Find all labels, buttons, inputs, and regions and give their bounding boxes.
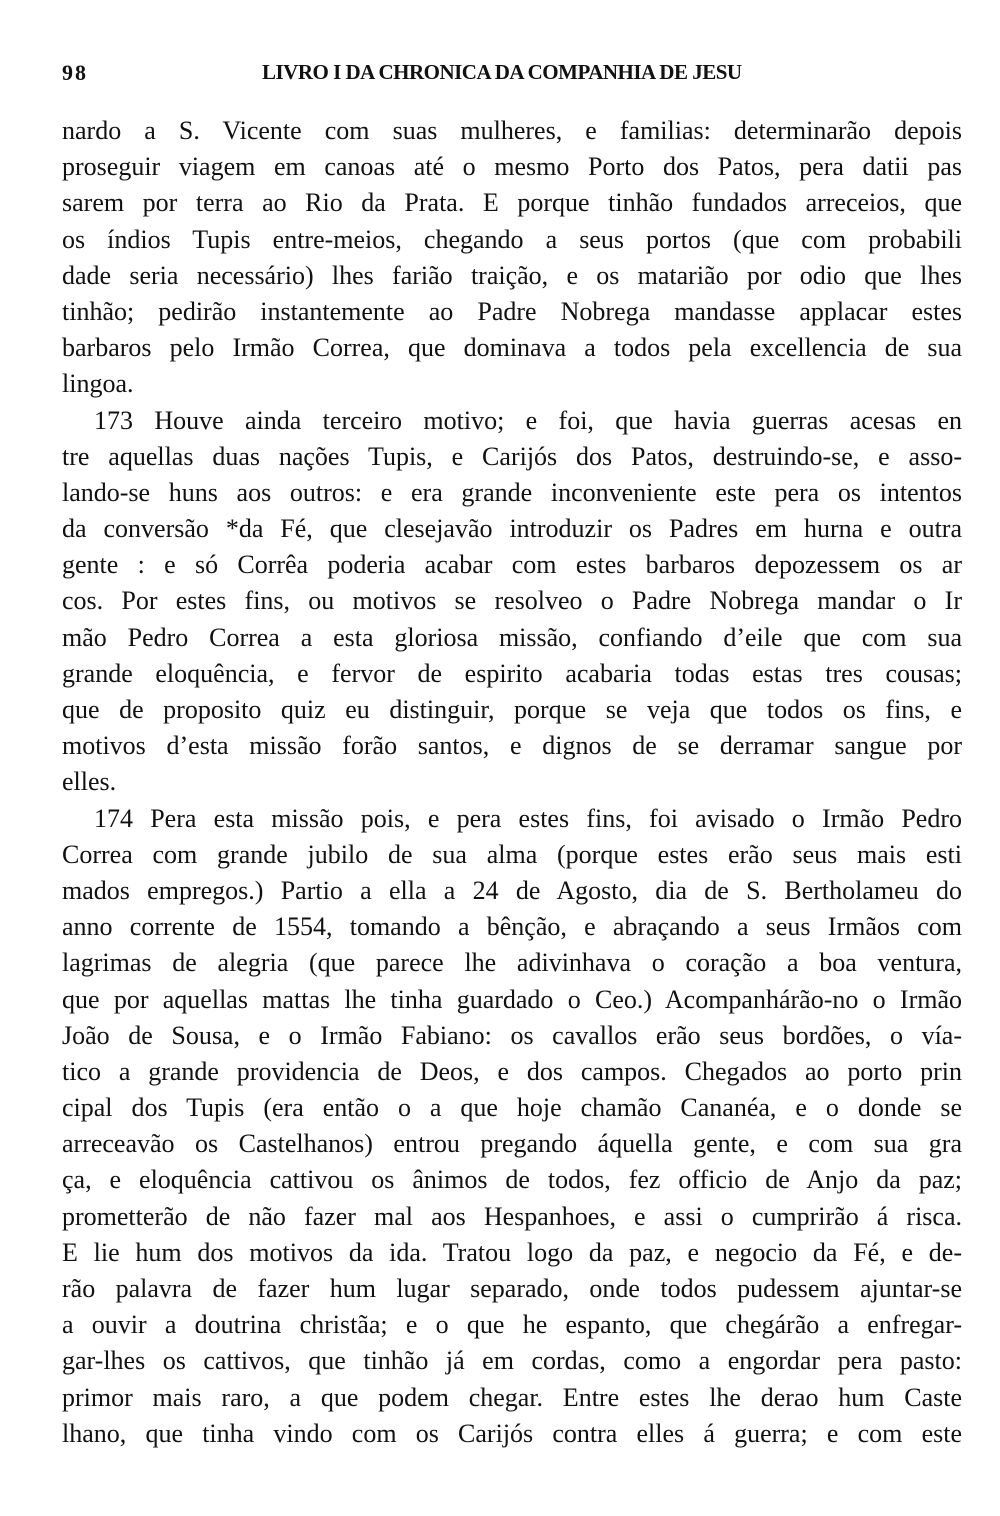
text-line: gente : e só Corrêa poderia acabar com estes barbaros depozessem os ar (62, 550, 962, 580)
text-line: Correa com grande jubilo de sua alma (porque estes erão seus mais esti (62, 839, 962, 869)
text-line: motivos d’esta missão forão santos, e dignos de se derramar sangue por (62, 731, 962, 761)
text-line: mados empregos.) Partio a ella a 24 de Agosto, dia de S. Bertholameu do (62, 875, 962, 905)
text-line: barbaros pelo Irmão Correa, que dominava a todos pela excellencia de sua (62, 333, 962, 363)
page-header (62, 60, 962, 90)
text-line: lingoa. (62, 369, 134, 399)
text-line: rão palavra de fazer hum lugar separado, onde todos pudessem ajuntar-se (62, 1274, 962, 1303)
text-line: prometterão de não fazer mal aos Hespanhoes, e assi o cumprirão á risca. (62, 1201, 962, 1231)
text-line: lhano, que tinha vindo com os Carijós contra elles á guerra; e com este (62, 1418, 962, 1448)
text-line: tico a grande providencia de Deos, e dos campos. Chegados ao porto prin (62, 1056, 962, 1086)
text-line: da conversão *da Fé, que clesejavão introduzir os Padres em hurna e outra (62, 514, 962, 544)
text-line: João de Sousa, e o Irmão Fabiano: os cavallos erão seus bordões, o vía- (62, 1020, 962, 1050)
text-line: dade seria necessário) lhes farião traição, e os matarião por odio que lhes (62, 260, 962, 290)
text-line: E lie hum dos motivos da ida. Tratou logo da paz, e negocio da Fé, e de- (62, 1237, 962, 1267)
text-line: ça, e eloquência cattivou os ânimos de todos, fez officio de Anjo da paz; (62, 1165, 962, 1195)
text-line: anno corrente de 1554, tomando a bênção, e abraçando a seus Irmãos com (62, 912, 962, 942)
text-line: proseguir viagem em canoas até o mesmo Porto dos Patos, pera datii pas (62, 152, 962, 182)
text-line: tre aquellas duas nações Tupis, e Carijós dos Patos, destruindo-se, e asso- (62, 441, 962, 471)
text-line: cipal dos Tupis (era então o a que hoje chamão Cananéa, e o donde se (62, 1093, 962, 1123)
text-line: tinhão; pedirão instantemente ao Padre Nobrega mandasse applacar estes (62, 296, 962, 326)
body-text (62, 113, 962, 1452)
text-line: que de proposito quiz eu distinguir, porque se veja que todos os fins, e (62, 695, 962, 724)
text-line: gar-lhes os cattivos, que tinhão já em cordas, como a engordar pera pasto: (62, 1346, 962, 1376)
text-line: lando-se huns aos outros: e era grande inconveniente este pera os intentos (62, 477, 962, 507)
text-line: mão Pedro Correa a esta gloriosa missão, confiando d’eile que com sua (62, 622, 962, 652)
page-number: 98 (62, 60, 88, 85)
text-line: cos. Por estes fins, ou motivos se resolveo o Padre Nobrega mandar o Ir (62, 586, 962, 616)
text-line: primor mais raro, a que podem chegar. Entre estes lhe derao hum Caste (62, 1382, 962, 1412)
text-line: os índios Tupis entre-meios, chegando a seus portos (que com probabili (62, 224, 962, 254)
text-line: elles. (62, 767, 117, 797)
text-line: arreceavão os Castelhanos) entrou pregando áquella gente, e com sua gra (62, 1129, 962, 1159)
text-line: a ouvir a doutrina christãa; e o que he espanto, que chegárão a enfregar- (62, 1310, 962, 1340)
text-line: lagrimas de alegria (que parece lhe adivinhava o coração a boa ventura, (62, 948, 962, 978)
text-line: nardo a S. Vicente com suas mulheres, e familias: determinarão depois (62, 116, 962, 145)
text-line: grande eloquência, e fervor de espirito acabaria todas estas tres cousas; (62, 658, 962, 688)
text-line: sarem por terra ao Rio da Prata. E porque tinhão fundados arreceios, que (62, 188, 962, 218)
text-line: que por aquellas mattas lhe tinha guardado o Ceo.) Acompanhárão-no o Irmão (62, 984, 962, 1014)
running-title: LIVRO I DA CHRONICA DA COMPANHIA DE JESU (262, 60, 742, 84)
text-line: 173 Houve ainda terceiro motivo; e foi, que havia guerras acesas en (94, 405, 962, 435)
text-line: 174 Pera esta missão pois, e pera estes fins, foi avisado o Irmão Pedro (94, 803, 962, 833)
